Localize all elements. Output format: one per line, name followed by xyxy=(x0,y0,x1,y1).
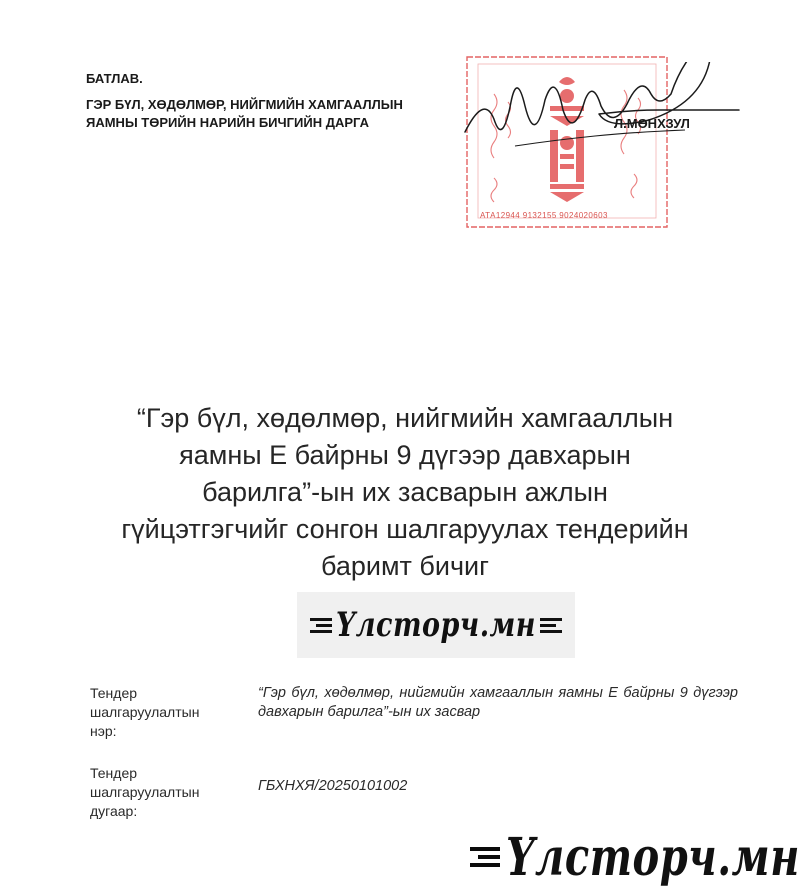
label-line: Тендер xyxy=(90,765,138,781)
approval-line-2: ЯАМНЫ ТӨРИЙН НАРИЙН БИЧГИЙН ДАРГА xyxy=(86,115,369,130)
label-line: нэр: xyxy=(90,723,117,739)
label-line: шалгаруулалтын xyxy=(90,704,200,720)
label-line: дугаар: xyxy=(90,803,138,819)
watermark-logo xyxy=(470,826,800,888)
signatory-name: Л.МӨНХЗУЛ xyxy=(614,116,690,131)
seal-code: АТА12944 9132155 9024020603 xyxy=(480,211,608,220)
label-line: Тендер xyxy=(90,685,138,701)
site-logo xyxy=(310,605,562,645)
title-line: “Гэр бүл, хөдөлмөр, нийгмийн хамгааллын xyxy=(136,403,674,433)
watermark-bars-left xyxy=(470,847,500,867)
watermark-text: Үлсторч.мн xyxy=(506,826,800,888)
label-line: шалгаруулалтын xyxy=(90,784,200,800)
logo-text: Үлсторч.мн xyxy=(336,605,536,645)
logo-bars-right xyxy=(540,618,562,633)
tender-name-label xyxy=(90,684,250,741)
logo-bars-left xyxy=(310,618,332,633)
approval-block xyxy=(86,70,403,132)
approval-line-1: ГЭР БҮЛ, ХӨДӨЛМӨР, НИЙГМИЙН ХАМГААЛЛЫН xyxy=(86,97,403,112)
title-line: баримт бичиг xyxy=(321,551,489,581)
site-logo-box xyxy=(297,592,575,658)
approval-heading: БАТЛАВ. xyxy=(86,71,143,86)
title-line: барилга”-ын их засварын ажлын xyxy=(202,477,608,507)
title-line: гүйцэтгэгчийг сонгон шалгаруулах тендерийн xyxy=(121,514,689,544)
tender-number-value: ГБХНХЯ/20250101002 xyxy=(258,778,408,794)
document-title xyxy=(60,400,750,585)
signature xyxy=(455,62,770,172)
tender-number-label xyxy=(90,764,250,821)
tender-name-value: “Гэр бүл, хөдөлмөр, нийгмийн хамгааллын яамны Е байрны 9 дүгээр давхарын барилга”-ын их засвар xyxy=(258,685,738,720)
title-line: яамны Е байрны 9 дүгээр давхарын xyxy=(179,440,631,470)
